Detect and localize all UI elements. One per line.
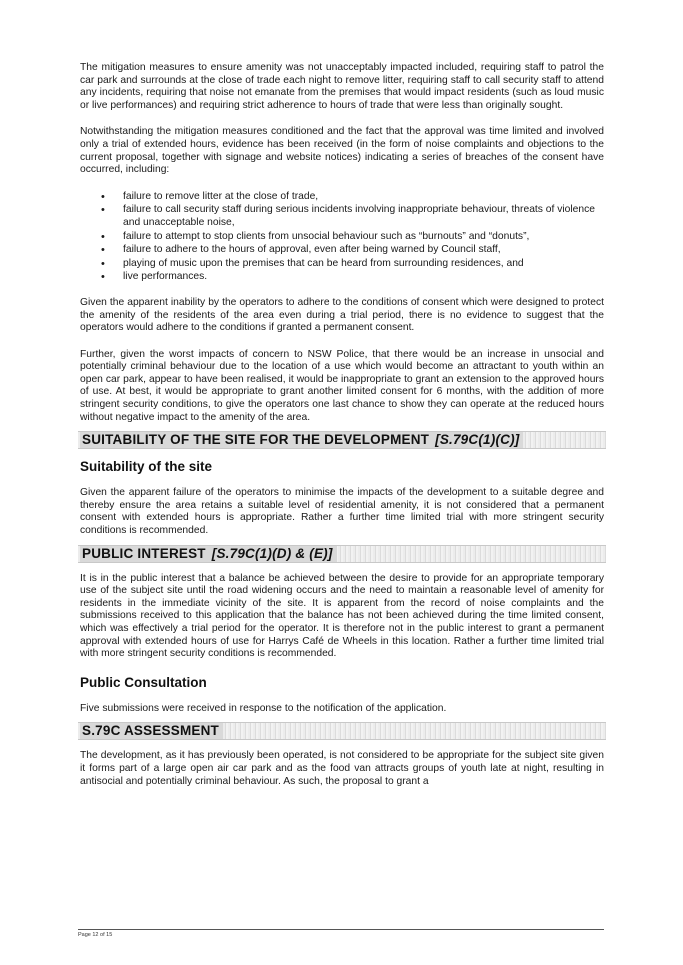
list-item: • failure to call security staff during serious incidents involving inappropriate behaviour, threats of violence and unacceptable noise, — [123, 204, 604, 229]
breach-list — [80, 191, 604, 284]
list-item: • playing of music upon the premises that can be heard from surrounding residences, and — [123, 258, 604, 271]
section-heading-suitability — [78, 431, 606, 449]
paragraph: Further, given the worst impacts of concern to NSW Police, that there would be an increase in unsocial and potentially criminal behaviour due to the location of a use which would become an attractant to youth within an open car park, appear to have been realised, it would be inappropriate to grant an extension to the approved hours of use. At best, it would be appropriate to grant another limited consent for 6 months, with the addition of more stringent security conditions, to give the operators one last chance to show they can operate at the reduced hours without negative impact to the amenity of the area. — [80, 348, 604, 423]
section-reference: [S.79C(1)(C)] — [435, 432, 520, 448]
list-item: • failure to attempt to stop clients from unsocial behaviour such as “burnouts” and “donuts”, — [123, 231, 604, 244]
section-title: S.79C ASSESSMENT — [82, 723, 219, 739]
page-number: Page 12 of 15 — [78, 932, 113, 938]
section-reference: [S.79C(1)(D) & (E)] — [211, 545, 333, 561]
document-body — [80, 62, 604, 802]
footer-divider — [78, 929, 604, 930]
paragraph: Given the apparent failure of the operators to minimise the impacts of the development to a suitable degree and thereby ensure the area retains a suitable level of residential amenity, it is not considered that a permanent consent with extended hours is appropriate. Rather a further time limited trial with more stringent security conditions is recommended. — [80, 487, 604, 537]
subheading-public-consultation: Public Consultation — [80, 674, 207, 690]
list-item: • failure to adhere to the hours of approval, even after being warned by Council staff, — [123, 244, 604, 257]
list-item: • failure to remove litter at the close of trade, — [123, 191, 604, 204]
section-title: PUBLIC INTEREST — [82, 545, 206, 561]
paragraph: Five submissions were received in response to the notification of the application. — [80, 702, 447, 714]
section-heading-label — [80, 546, 337, 562]
section-heading-public-interest — [78, 545, 606, 563]
subheading-suitability-of-site: Suitability of the site — [80, 459, 213, 475]
section-title: SUITABILITY OF THE SITE FOR THE DEVELOPMENT — [82, 432, 430, 448]
paragraph: The development, as it has previously been operated, is not considered to be appropriate for the subject site given it forms part of a large open air car park and as the food van attracts groups of youth late at night, resulting in antisocial and potentially criminal behaviour. As such, the proposal to grant a — [80, 750, 604, 787]
paragraph: Notwithstanding the mitigation measures conditioned and the fact that the approval was time limited and involved only a trial of extended hours, evidence has been received (in the form of noise complaints and objections to the current proposal, together with signage and website notices) indicating a series of breaches of the consent have occurred, including: — [80, 126, 604, 176]
list-item: • live performances. — [123, 271, 604, 284]
section-heading-label — [80, 723, 223, 739]
paragraph: Given the apparent inability by the operators to adhere to the conditions of consent which were designed to protect the amenity of the residents of the area even during a trial period, there is no evidence to suggest that the operators would adhere to the conditions if granted a permanent consent. — [80, 296, 604, 334]
section-heading-label — [80, 432, 523, 448]
section-heading-assessment — [78, 722, 606, 740]
paragraph: It is in the public interest that a balance be achieved between the desire to provide for an appropriate temporary use of the subject site until the road widening occurs and the need to maintain a reasonable level of amenity for residents in the immediate vicinity of the site. It is apparent from the record of noise complaints and the submissions received to this application that the balance has not been achieved during the time limited consent, which was effectively a trial period for the operator. It is therefore not in the public interest to grant a permanent approval with extended hours of use for Harrys Café de Wheels in this location. Rather a further time limited trial with more stringent security conditions is recommended. — [80, 572, 604, 660]
paragraph: The mitigation measures to ensure amenity was not unacceptably impacted included, requiring staff to patrol the car park and surrounds at the close of trade each night to remove litter, requiring staff to call security staff to attend any incidents, requiring that noise not emanate from the premises that would impact residents (such as loud music or live performances) and requiring strict adherence to hours of trade that were less than originally sought. — [80, 62, 604, 111]
